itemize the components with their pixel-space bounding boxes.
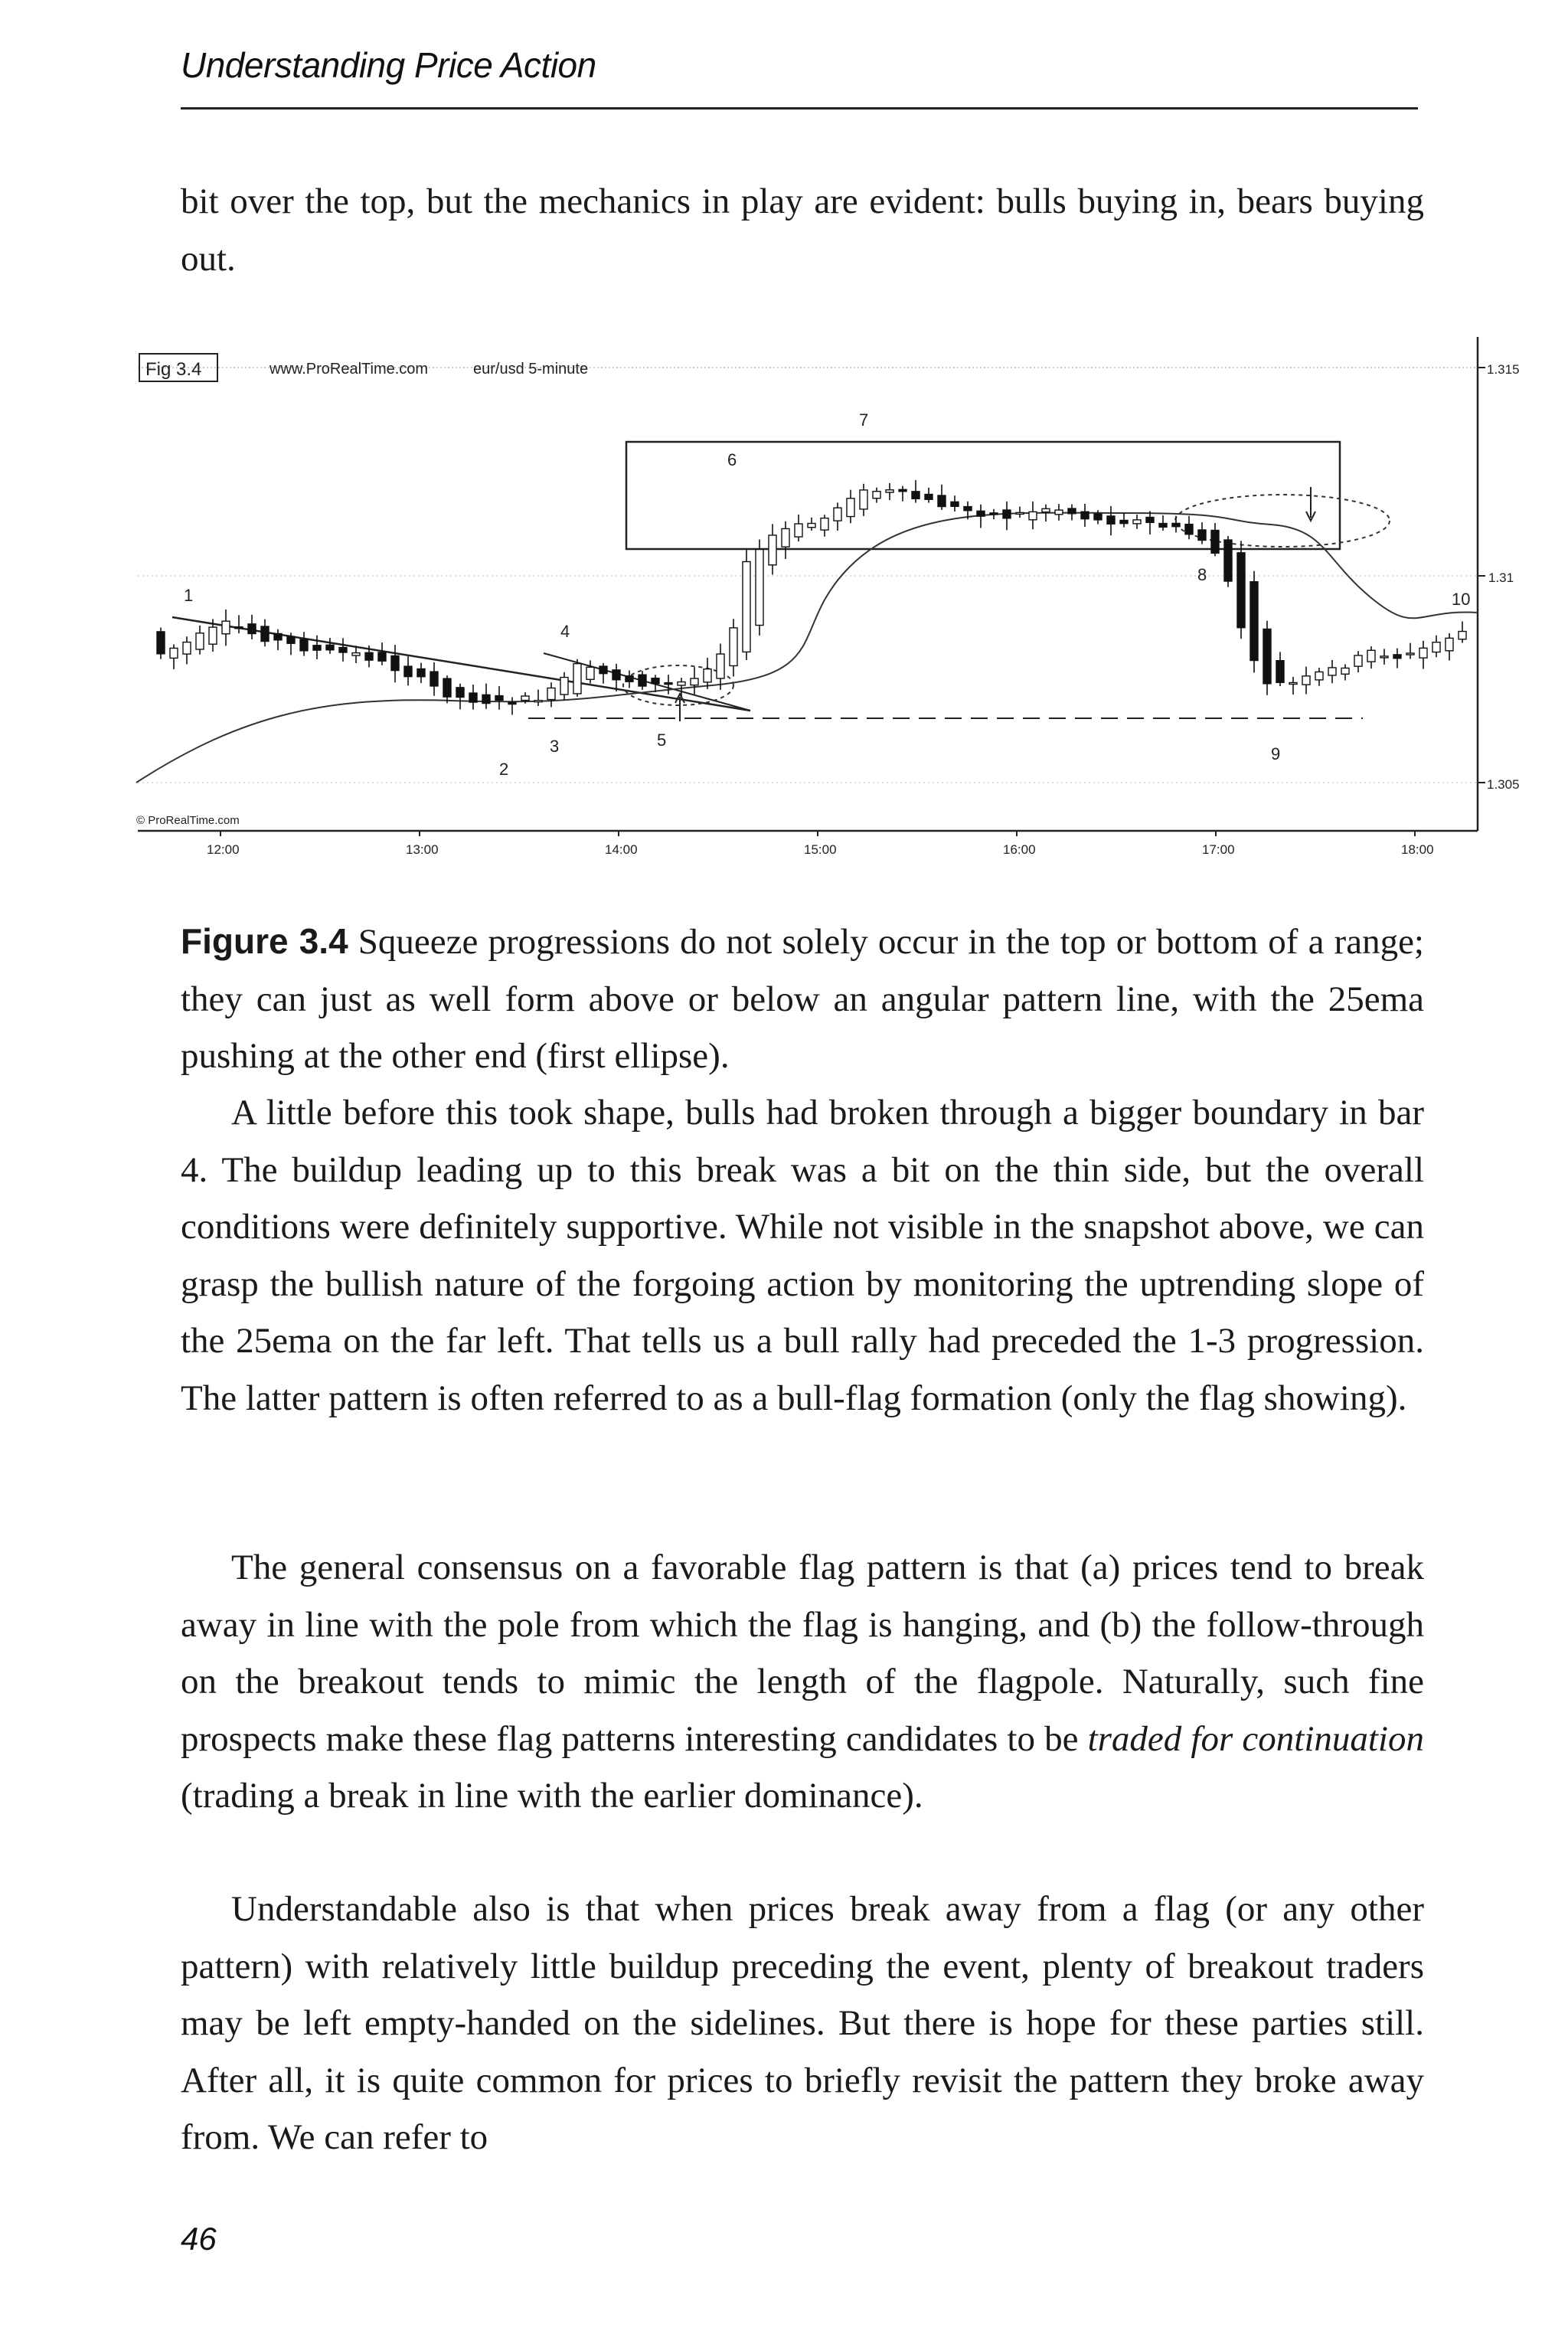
- candle-body: [678, 682, 685, 685]
- page-number: 46: [181, 2221, 217, 2257]
- candle-body: [443, 678, 451, 697]
- candle-body: [795, 524, 802, 537]
- caption-label: Figure 3.4: [181, 921, 348, 961]
- paragraph-2: [181, 1539, 1424, 1825]
- y-tick-label-131: 1.31: [1488, 570, 1514, 585]
- x-axis-ticks: [207, 831, 1434, 857]
- candle-body: [1354, 655, 1362, 666]
- candle-body: [886, 490, 893, 492]
- bar-label-7: 7: [859, 410, 869, 430]
- candle-body: [1211, 531, 1219, 554]
- candle-body: [534, 701, 542, 702]
- x-tick-label-1600: 16:00: [1003, 842, 1036, 857]
- candle-body: [808, 524, 815, 528]
- candle-body: [639, 675, 646, 686]
- source-label: www.ProRealTime.com: [270, 361, 429, 378]
- candle-body: [274, 633, 282, 639]
- paragraph-2-start: The general consensus on a favorable flag pattern is that (a) prices tend to break away in line with the pole from which the flag is hanging, and (b) the follow-through on the breakout tends to mimic the length of the flagpole. Naturally, such fine prospects make these flag patterns interesting candidates to be: [181, 1548, 1424, 1759]
- candle-body: [560, 678, 568, 695]
- candle-body: [990, 513, 998, 515]
- x-tick-label-1400: 14:00: [605, 842, 638, 857]
- candle-body: [782, 528, 789, 547]
- candle-body: [1016, 512, 1024, 514]
- candle-body: [860, 490, 867, 509]
- candle-body: [521, 696, 529, 701]
- candle-body: [1393, 655, 1401, 659]
- candle-body: [730, 628, 737, 666]
- y-tick-label-1315: 1.315: [1487, 362, 1520, 377]
- ema-25-line: [136, 513, 1478, 783]
- candle-body: [899, 489, 906, 491]
- paragraph-2-end: (trading a break in line with the earlier dominance).: [181, 1776, 923, 1816]
- candlestick-chart: [130, 337, 1520, 858]
- candle-body: [222, 621, 230, 634]
- candle-body: [1081, 512, 1089, 518]
- caption-text: Squeeze progressions do not solely occur in the top or bottom of a range; they can just as well form above or below an angular pattern line, with the 25ema pushing at the other end (first ellipse).: [181, 922, 1424, 1076]
- candle-body: [1315, 672, 1323, 679]
- candle-body: [1459, 632, 1466, 639]
- candle-body: [417, 668, 425, 676]
- candles: [157, 480, 1466, 715]
- x-tick-label-1800: 18:00: [1401, 842, 1434, 857]
- x-tick-label-1300: 13:00: [406, 842, 439, 857]
- candle-body: [313, 646, 321, 650]
- candle-body: [1302, 676, 1310, 685]
- bar-label-8: 8: [1197, 565, 1207, 584]
- candle-body: [378, 652, 386, 661]
- candle-body: [469, 693, 477, 702]
- bar-label-10: 10: [1452, 590, 1471, 609]
- candle-body: [365, 652, 373, 660]
- y-tick-label-1305: 1.305: [1487, 777, 1520, 792]
- candle-body: [404, 666, 412, 677]
- candle-body: [1198, 530, 1206, 540]
- watermark: © ProRealTime.com: [136, 814, 240, 827]
- candle-body: [1446, 638, 1453, 650]
- squeeze-ellipse-2: [1175, 495, 1390, 547]
- candle-body: [1237, 553, 1245, 628]
- candle-body: [170, 648, 178, 658]
- paragraph-1: A little before this took shape, bulls had broken through a bigger boundary in bar 4. The buildup leading up to this break was a bit on the thin side, but the overall conditions were definitely supportive. While not visible in the snapshot above, we can grasp the bullish nature of the forgoing action by monitoring the uptrending slope of the 25ema on the far left. That tells us a bull rally had preceded the 1-3 progression. The latter pattern is often referred to as a bull-flag formation (only the flag showing).: [181, 1093, 1424, 1418]
- candle-body: [717, 654, 724, 678]
- candle-body: [391, 655, 399, 670]
- candle-body: [508, 702, 516, 704]
- candle-body: [1341, 668, 1349, 674]
- candle-body: [1068, 508, 1076, 514]
- candle-body: [1042, 508, 1050, 512]
- candle-body: [1380, 656, 1388, 658]
- candle-body: [1406, 653, 1414, 655]
- candle-body: [691, 678, 698, 685]
- candle-body: [1107, 516, 1115, 524]
- candle-body: [834, 508, 841, 521]
- x-tick-label-1700: 17:00: [1202, 842, 1235, 857]
- candle-body: [1263, 629, 1271, 683]
- bar-label-9: 9: [1271, 744, 1281, 763]
- candle-body: [1367, 650, 1375, 662]
- candle-body: [235, 627, 243, 629]
- intro-paragraph: bit over the top, but the mechanics in play are evident: bulls buying in, bears buying out.: [181, 181, 1424, 279]
- figure-caption: [181, 913, 1424, 1085]
- bar-label-4: 4: [560, 622, 570, 641]
- candle-body: [157, 632, 165, 654]
- candle-body: [1224, 540, 1232, 581]
- candle-body: [704, 669, 711, 682]
- candle-body: [1328, 668, 1336, 675]
- candle-body: [183, 642, 191, 654]
- candle-body: [847, 498, 854, 517]
- candle-body: [821, 518, 828, 530]
- candle-body: [1172, 523, 1180, 526]
- paragraph-2-emphasis: traded for continuation: [1087, 1718, 1424, 1759]
- candle-body: [964, 507, 972, 511]
- candle-body: [1276, 661, 1284, 683]
- bar-label-2: 2: [499, 760, 509, 779]
- candle-body: [1159, 524, 1167, 528]
- candle-body: [1146, 518, 1154, 523]
- candle-body: [599, 666, 607, 674]
- candle-body: [665, 683, 672, 685]
- candle-body: [287, 636, 295, 643]
- candle-body: [743, 562, 750, 652]
- candle-body: [482, 695, 490, 703]
- candle-body: [938, 495, 946, 507]
- candle-body: [456, 688, 464, 698]
- candle-body: [300, 639, 308, 651]
- candle-body: [495, 696, 503, 701]
- x-tick-label-1200: 12:00: [207, 842, 240, 857]
- candle-body: [925, 495, 933, 500]
- candle-body: [196, 633, 204, 649]
- candle-body: [1133, 520, 1141, 524]
- candle-body: [652, 678, 659, 684]
- candle-body: [352, 653, 360, 655]
- candle-body: [977, 511, 985, 516]
- candle-body: [573, 664, 581, 694]
- candle-body: [756, 550, 763, 626]
- running-head: Understanding Price Action: [181, 45, 596, 85]
- candle-body: [612, 670, 620, 680]
- candle-body: [1120, 520, 1128, 523]
- bar-label-5: 5: [657, 731, 667, 750]
- candle-body: [586, 667, 594, 679]
- candle-body: [261, 626, 269, 641]
- candle-body: [1094, 514, 1102, 520]
- fig-label: Fig 3.4: [145, 359, 202, 380]
- candle-body: [1432, 642, 1440, 652]
- candle-body: [339, 648, 347, 652]
- x-tick-label-1500: 15:00: [804, 842, 837, 857]
- bar-label-1: 1: [184, 586, 194, 605]
- candle-body: [951, 502, 959, 506]
- candle-body: [912, 492, 920, 498]
- candle-body: [1289, 682, 1297, 684]
- candle-body: [873, 492, 880, 498]
- candle-body: [626, 676, 633, 682]
- candle-body: [430, 672, 438, 686]
- candle-body: [1055, 510, 1063, 515]
- candle-body: [1250, 582, 1258, 661]
- header-rule: [181, 107, 1418, 110]
- paragraph-3: Understandable also is that when prices break away from a flag (or any other pattern) with relatively little buildup preceding the event, plenty of breakout traders may be left empty-handed on the sidelines. But there is hope for these parties still. After all, it is quite common for prices to briefly revisit the pattern they broke away from. We can refer to: [181, 1889, 1424, 2157]
- bar-label-6: 6: [727, 450, 737, 469]
- candle-body: [769, 535, 776, 565]
- candle-body: [1185, 525, 1193, 534]
- candle-body: [1003, 510, 1011, 518]
- candle-body: [326, 645, 334, 649]
- instrument-label: eur/usd 5-minute: [473, 361, 589, 378]
- bar-label-3: 3: [550, 737, 560, 756]
- candle-body: [209, 627, 217, 644]
- figure-3-4: [130, 337, 1520, 858]
- candle-body: [1419, 648, 1427, 658]
- candle-body: [547, 688, 555, 700]
- candle-body: [248, 624, 256, 634]
- candle-body: [1029, 512, 1037, 519]
